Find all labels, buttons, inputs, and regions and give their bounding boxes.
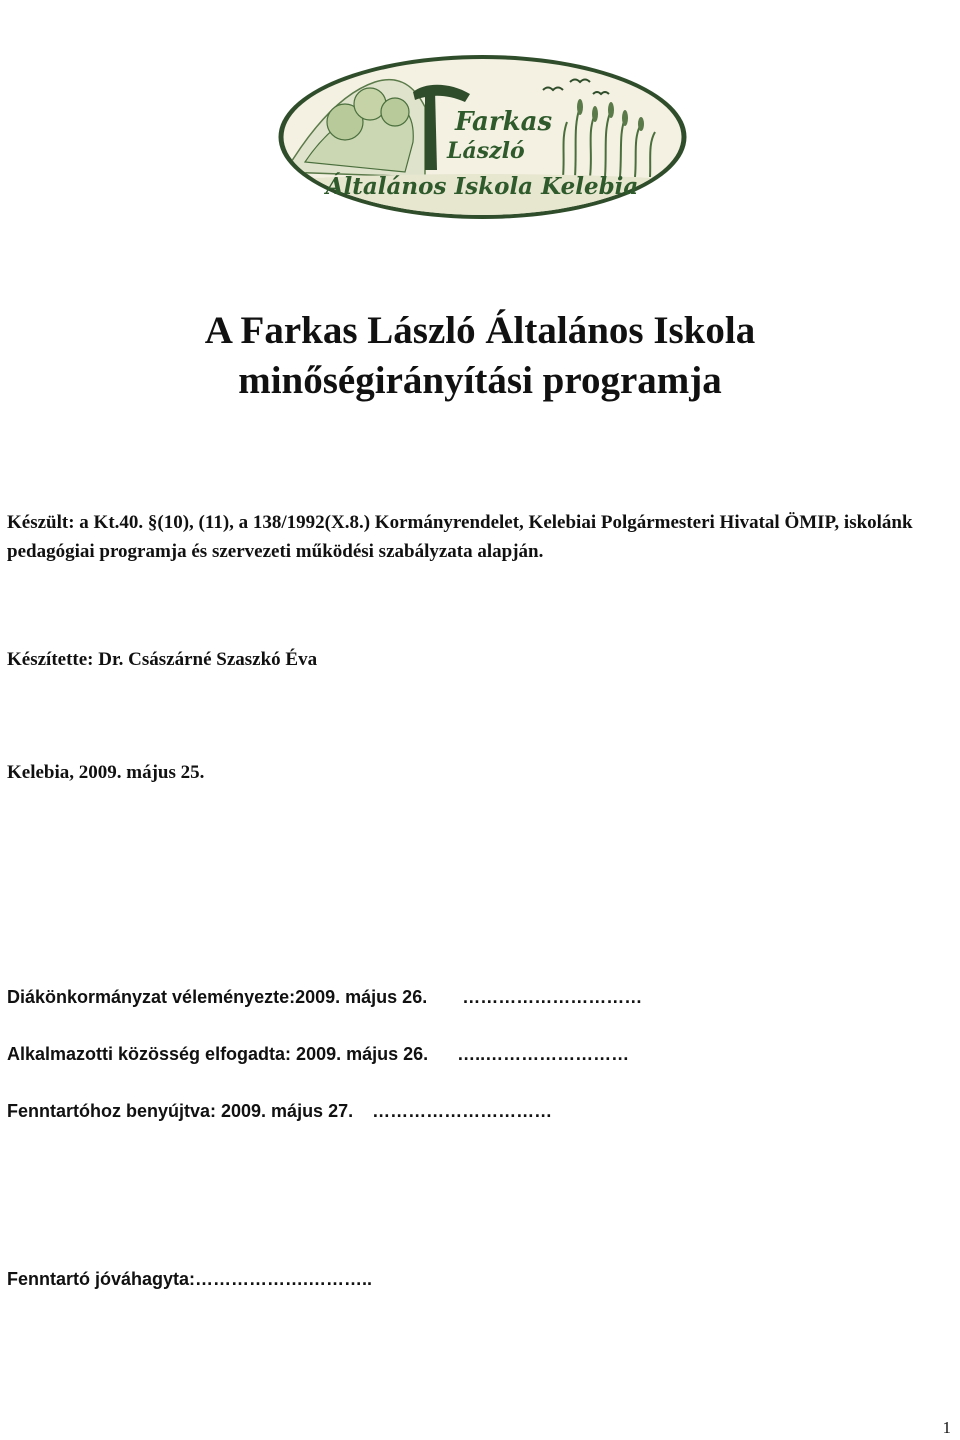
author-line: Készítette: Dr. Császárné Szaszkó Éva [7,649,318,670]
approval-student-council [7,986,642,1008]
logo-name-line1: Farkas [455,107,553,137]
logo-name-line2: László [447,138,525,164]
school-logo-emblem [275,52,690,222]
approval-staff-signature-dots: …..…………………… [457,1044,630,1064]
maintainer-approval-signature-dots: ……………….……….. [195,1269,373,1289]
page-number: 1 [942,1418,951,1437]
approval-student-council-signature-dots: ………………………… [462,987,643,1007]
approval-staff [7,1043,629,1065]
logo-school-line: Általános Iskola Kelebia [325,173,639,200]
place-date-line: Kelebia, 2009. május 25. [7,762,205,783]
approval-submitted-to-maintainer [7,1100,552,1122]
maintainer-approval [7,1268,372,1290]
school-logo [275,52,690,222]
approval-submitted-label: Fenntartóhoz benyújtva: 2009. május 27. [7,1101,354,1121]
document-title-line1: A Farkas László Általános Iskola [204,309,756,352]
maintainer-approval-label: Fenntartó jóváhagyta: [7,1269,196,1289]
document-title [0,306,960,406]
approval-staff-label: Alkalmazotti közösség elfogadta: 2009. május 26. [7,1044,429,1064]
approval-student-council-label: Diákönkormányzat véleményezte:2009. május 26. [7,987,428,1007]
prepared-based-on-paragraph: Készült: a Kt.40. §(10), (11), a 138/1992(X.8.) Kormányrendelet, Kelebiai Polgármesteri Hivatal ÖMIP, iskolánk pedagógiai programja és szervezeti működési szabályzata alapján. [7,512,913,562]
document-title-line2: minőségirányítási programja [238,359,722,402]
approval-submitted-signature-dots: ………………………… [372,1101,553,1121]
